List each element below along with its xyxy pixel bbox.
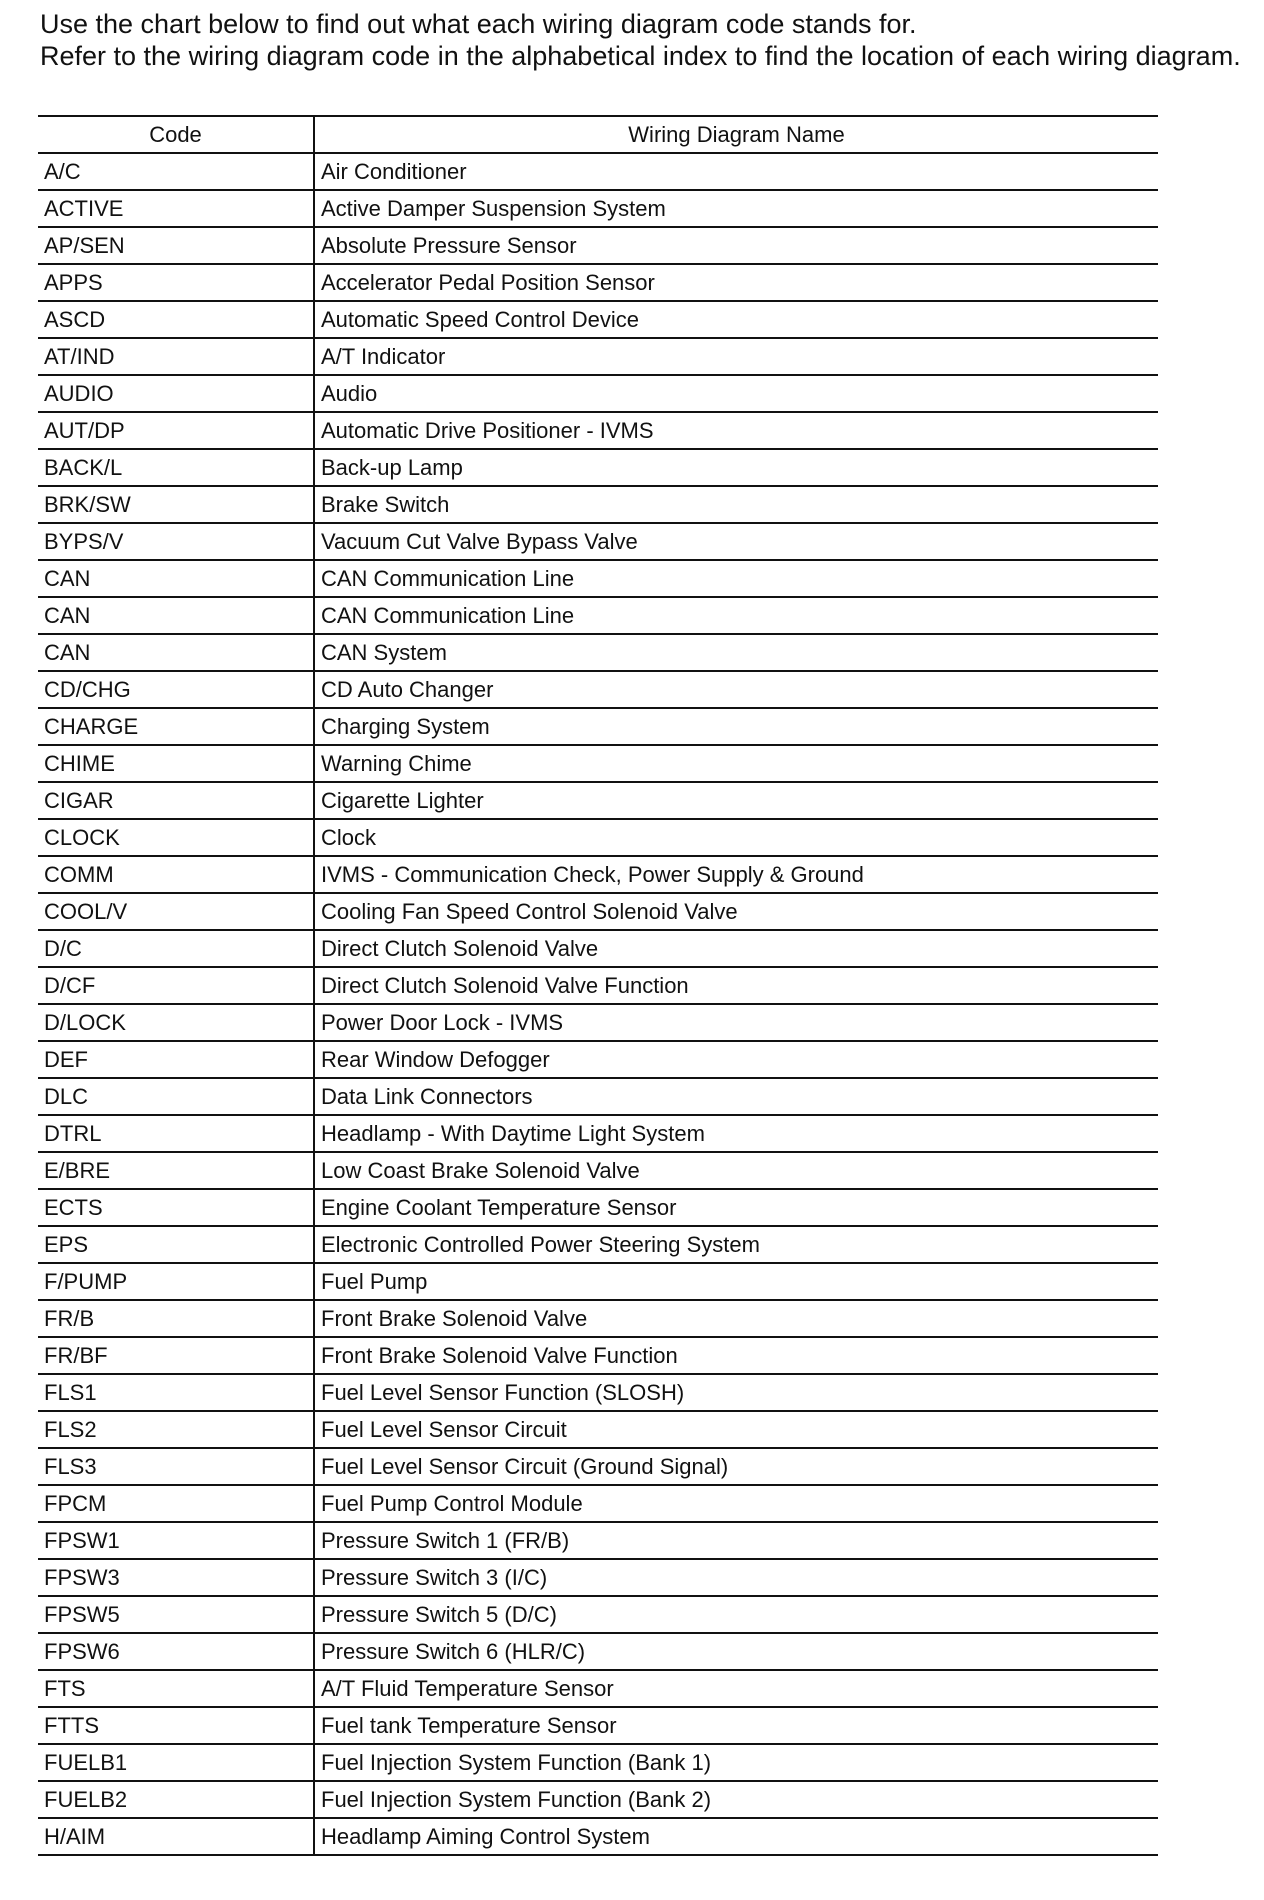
table-row [38, 523, 1158, 560]
wiring-diagram-name-cell: Data Link Connectors [321, 1084, 533, 1109]
wiring-diagram-name-cell: Fuel Pump Control Module [321, 1491, 583, 1516]
code-cell: AP/SEN [38, 227, 314, 264]
table-row [38, 449, 1158, 486]
table-row [38, 1744, 1158, 1781]
table-row [38, 264, 1158, 301]
code-cell: COOL/V [38, 893, 314, 930]
table-row [38, 745, 1158, 782]
code-cell: D/LOCK [38, 1004, 314, 1041]
code-cell: ECTS [38, 1189, 314, 1226]
wiring-diagram-name-cell: Cigarette Lighter [321, 788, 484, 813]
wiring-diagram-name-cell: CAN Communication Line [321, 566, 575, 591]
code-cell: FTS [38, 1670, 314, 1707]
wiring-diagram-name-cell: Engine Coolant Temperature Sensor [321, 1195, 677, 1220]
code-cell: FUELB2 [38, 1781, 314, 1818]
table-row [38, 1670, 1158, 1707]
wiring-diagram-name-cell: Fuel Level Sensor Circuit [321, 1417, 567, 1442]
table-row [38, 375, 1158, 412]
code-cell: H/AIM [38, 1818, 314, 1855]
table-header [38, 116, 1158, 153]
wiring-diagram-name-cell: CAN System [321, 640, 447, 665]
table-row [38, 1004, 1158, 1041]
wiring-diagram-name-cell: Pressure Switch 5 (D/C) [321, 1602, 557, 1627]
table-row [38, 1115, 1158, 1152]
table-row [38, 486, 1158, 523]
code-cell: FPSW1 [38, 1522, 314, 1559]
wiring-diagram-name-cell: Accelerator Pedal Position Sensor [321, 270, 655, 295]
code-cell: CHIME [38, 745, 314, 782]
table-row [38, 1633, 1158, 1670]
table-header-row [38, 116, 1158, 153]
code-cell: ASCD [38, 301, 314, 338]
wiring-diagram-name-cell: Power Door Lock - IVMS [321, 1010, 564, 1035]
code-cell: FPSW5 [38, 1596, 314, 1633]
code-cell: BRK/SW [38, 486, 314, 523]
code-cell: FR/BF [38, 1337, 314, 1374]
wiring-diagram-name-cell: IVMS - Communication Check, Power Supply & Ground [321, 862, 864, 887]
table-row [38, 1707, 1158, 1744]
code-cell: BYPS/V [38, 523, 314, 560]
code-cell: FUELB1 [38, 1744, 314, 1781]
intro-line-1: Use the chart below to find out what each wiring diagram code stands for. [40, 9, 917, 39]
table-row [38, 1152, 1158, 1189]
wiring-diagram-name-cell: Fuel Injection System Function (Bank 2) [321, 1787, 712, 1812]
table-row [38, 1781, 1158, 1818]
code-cell: BACK/L [38, 449, 314, 486]
code-cell: ACTIVE [38, 190, 314, 227]
wiring-diagram-name-cell: Front Brake Solenoid Valve Function [321, 1343, 678, 1368]
header-wiring-diagram-name: Wiring Diagram Name [628, 122, 845, 147]
wiring-diagram-name-cell: Cooling Fan Speed Control Solenoid Valve [321, 899, 738, 924]
wiring-diagram-name-cell: A/T Indicator [321, 344, 446, 369]
wiring-diagram-name-cell: CD Auto Changer [321, 677, 494, 702]
wiring-code-table-container [38, 115, 1158, 1856]
wiring-diagram-name-cell: Headlamp Aiming Control System [321, 1824, 650, 1849]
wiring-diagram-name-cell: Headlamp - With Daytime Light System [321, 1121, 705, 1146]
table-row [38, 1485, 1158, 1522]
code-cell: AUDIO [38, 375, 314, 412]
wiring-diagram-name-cell: A/T Fluid Temperature Sensor [321, 1676, 614, 1701]
table-row [38, 856, 1158, 893]
table-row [38, 1078, 1158, 1115]
wiring-diagram-name-cell: Low Coast Brake Solenoid Valve [321, 1158, 640, 1183]
table-row [38, 1263, 1158, 1300]
wiring-diagram-name-cell: Warning Chime [321, 751, 472, 776]
code-cell: APPS [38, 264, 314, 301]
table-row [38, 153, 1158, 190]
header-code: Code [38, 116, 314, 153]
table-row [38, 338, 1158, 375]
code-cell: E/BRE [38, 1152, 314, 1189]
code-cell: COMM [38, 856, 314, 893]
table-row [38, 560, 1158, 597]
wiring-diagram-name-cell: Automatic Drive Positioner - IVMS [321, 418, 654, 443]
wiring-diagram-name-cell: Direct Clutch Solenoid Valve Function [321, 973, 689, 998]
code-cell: EPS [38, 1226, 314, 1263]
wiring-diagram-name-cell: Brake Switch [321, 492, 450, 517]
code-cell: AT/IND [38, 338, 314, 375]
wiring-diagram-name-cell: Fuel Injection System Function (Bank 1) [321, 1750, 712, 1775]
code-cell: CAN [38, 597, 314, 634]
table-row [38, 190, 1158, 227]
code-cell: FPCM [38, 1485, 314, 1522]
code-cell: FTTS [38, 1707, 314, 1744]
wiring-diagram-name-cell: Absolute Pressure Sensor [321, 233, 577, 258]
table-row [38, 782, 1158, 819]
table-row [38, 1818, 1158, 1855]
wiring-diagram-name-cell: Vacuum Cut Valve Bypass Valve [321, 529, 638, 554]
table-row [38, 1041, 1158, 1078]
code-cell: FLS1 [38, 1374, 314, 1411]
code-cell: D/C [38, 930, 314, 967]
table-row [38, 1226, 1158, 1263]
code-cell: FPSW3 [38, 1559, 314, 1596]
code-cell: CIGAR [38, 782, 314, 819]
wiring-diagram-name-cell: Fuel Level Sensor Circuit (Ground Signal) [321, 1454, 729, 1479]
table-row [38, 1559, 1158, 1596]
wiring-diagram-name-cell: Fuel Level Sensor Function (SLOSH) [321, 1380, 685, 1405]
table-row [38, 597, 1158, 634]
intro-line-2: Refer to the wiring diagram code in the alphabetical index to find the location of each wiring diagram. [40, 41, 1241, 71]
code-cell: CHARGE [38, 708, 314, 745]
code-cell: FR/B [38, 1300, 314, 1337]
table-row [38, 1300, 1158, 1337]
table-row [38, 1522, 1158, 1559]
code-cell: CAN [38, 634, 314, 671]
code-cell: A/C [38, 153, 314, 190]
table-row [38, 1337, 1158, 1374]
table-row [38, 1596, 1158, 1633]
wiring-diagram-name-cell: Fuel Pump [321, 1269, 428, 1294]
wiring-diagram-name-cell: Rear Window Defogger [321, 1047, 550, 1072]
wiring-diagram-name-cell: Active Damper Suspension System [321, 196, 666, 221]
table-row [38, 1448, 1158, 1485]
wiring-code-table [38, 115, 1158, 1856]
code-cell: D/CF [38, 967, 314, 1004]
table-row [38, 1189, 1158, 1226]
table-row [38, 634, 1158, 671]
wiring-diagram-name-cell: Audio [321, 381, 378, 406]
code-cell: DTRL [38, 1115, 314, 1152]
wiring-diagram-name-cell: Pressure Switch 3 (I/C) [321, 1565, 548, 1590]
table-row [38, 893, 1158, 930]
code-cell: FLS2 [38, 1411, 314, 1448]
code-cell: CLOCK [38, 819, 314, 856]
wiring-diagram-name-cell: Direct Clutch Solenoid Valve [321, 936, 599, 961]
wiring-diagram-name-cell: Charging System [321, 714, 490, 739]
table-row [38, 819, 1158, 856]
code-cell: DLC [38, 1078, 314, 1115]
table-row [38, 708, 1158, 745]
table-row [38, 671, 1158, 708]
wiring-diagram-name-cell: Pressure Switch 1 (FR/B) [321, 1528, 570, 1553]
wiring-diagram-name-cell: Clock [321, 825, 377, 850]
wiring-diagram-name-cell: Electronic Controlled Power Steering System [321, 1232, 760, 1257]
wiring-diagram-name-cell: Air Conditioner [321, 159, 467, 184]
table-row [38, 930, 1158, 967]
wiring-diagram-name-cell: Pressure Switch 6 (HLR/C) [321, 1639, 586, 1664]
code-cell: CAN [38, 560, 314, 597]
code-cell: CD/CHG [38, 671, 314, 708]
table-row [38, 412, 1158, 449]
wiring-diagram-name-cell: Fuel tank Temperature Sensor [321, 1713, 617, 1738]
wiring-diagram-name-cell: Front Brake Solenoid Valve [321, 1306, 588, 1331]
code-cell: AUT/DP [38, 412, 314, 449]
table-row [38, 227, 1158, 264]
wiring-diagram-name-cell: Automatic Speed Control Device [321, 307, 639, 332]
wiring-diagram-name-cell: Back-up Lamp [321, 455, 463, 480]
code-cell: DEF [38, 1041, 314, 1078]
wiring-diagram-name-cell: CAN Communication Line [321, 603, 575, 628]
table-row [38, 1374, 1158, 1411]
code-cell: FLS3 [38, 1448, 314, 1485]
table-body [38, 153, 1158, 1855]
intro-text [40, 8, 1250, 72]
code-cell: FPSW6 [38, 1633, 314, 1670]
code-cell: F/PUMP [38, 1263, 314, 1300]
table-row [38, 1411, 1158, 1448]
table-row [38, 301, 1158, 338]
table-row [38, 967, 1158, 1004]
